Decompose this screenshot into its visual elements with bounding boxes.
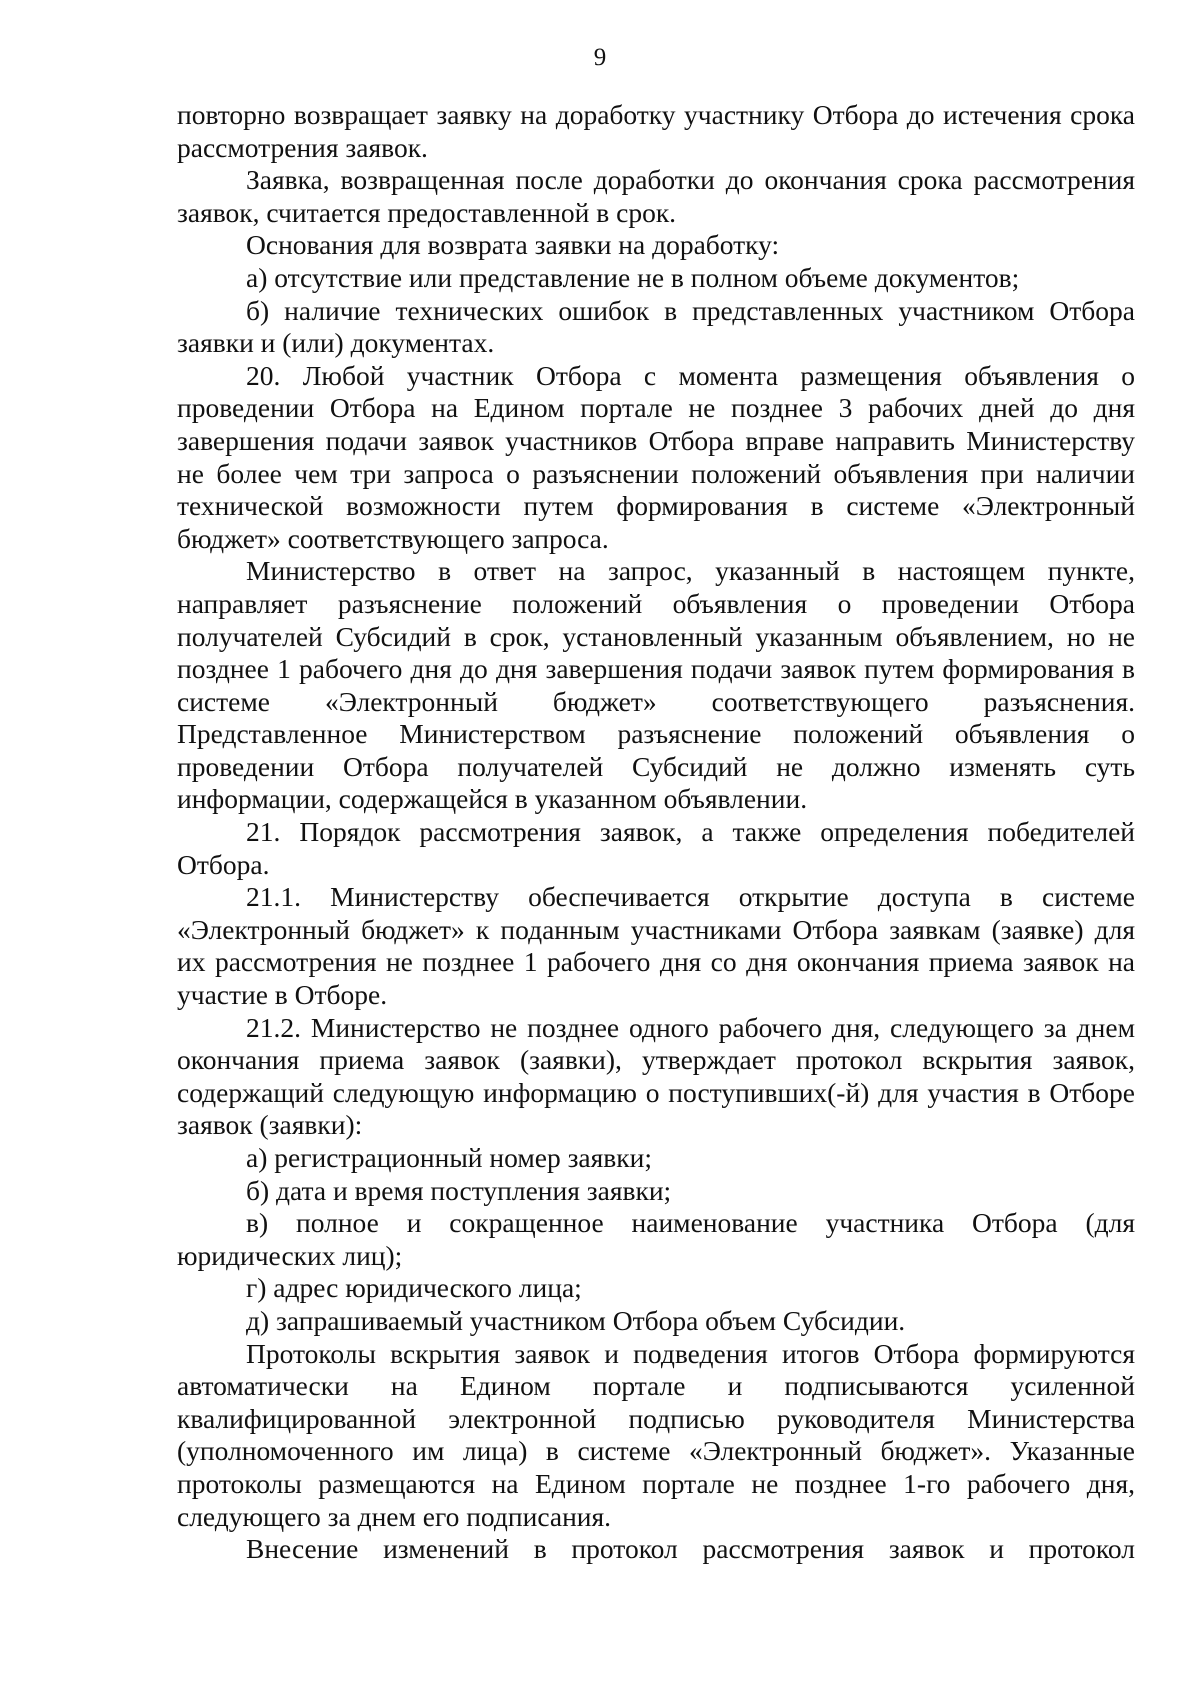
- paragraph-return-continuation: повторно возвращает заявку на доработку участнику Отбора до истечения срока рассмотрения заявок.: [177, 99, 1135, 163]
- page-number: 9: [593, 44, 607, 71]
- list-item-d-subsidy-amount: д) запрашиваемый участником Отбора объем Субсидии.: [246, 1304, 906, 1336]
- list-item-b-receipt-date: б) дата и время поступления заявки;: [246, 1174, 672, 1206]
- list-item-b-technical-errors: б) наличие технических ошибок в представленных участником Отбора заявки и (или) документах.: [177, 294, 1135, 359]
- list-item-a-missing-documents: а) отсутствие или представление не в полном объеме документов;: [246, 261, 1020, 293]
- paragraph-clause-21: 21. Порядок рассмотрения заявок, а также определения победителей Отбора.: [177, 816, 1135, 880]
- document-body: [177, 99, 1135, 1566]
- list-item-g-legal-address: г) адрес юридического лица;: [246, 1272, 582, 1304]
- paragraph-clause-21-2: 21.2. Министерство не позднее одного рабочего дня, следующего за днем окончания приема заявок (заявки), утверждает протокол вскрытия заявок, содержащий следующую информацию о поступивших(-й) для участия в Отборе заявок (заявки):: [177, 1011, 1135, 1141]
- paragraph-return-grounds: Основания для возврата заявки на доработку:: [246, 229, 780, 261]
- paragraph-protocols: Протоколы вскрытия заявок и подведения итогов Отбора формируются автоматически на Едином портале и подписываются усиленной квалифицированной электронной подписью руководителя Министерства (уполномоченного им лица) в системе «Электронный бюджет». Указанные протоколы размещаются на Едином портале не позднее 1-го рабочего дня, следующего за днем его подписания.: [177, 1337, 1135, 1532]
- list-item-v-participant-name: в) полное и сокращенное наименование участника Отбора (для юридических лиц);: [177, 1207, 1135, 1271]
- paragraph-clause-20: 20. Любой участник Отбора с момента размещения объявления о проведении Отбора на Едином портале не позднее 3 рабочих дней до дня завершения подачи заявок участников Отбора вправе направить Министерству не более чем три запроса о разъяснении положений объявления при наличии технической возможности путем формирования в системе «Электронный бюджет» соответствующего запроса.: [177, 359, 1135, 554]
- paragraph-ministry-response: Министерство в ответ на запрос, указанный в настоящем пункте, направляет разъяснение положений объявления о проведении Отбора получателей Субсидий в срок, установленный указанным объявлением, но не позднее 1 рабочего дня до дня завершения подачи заявок путем формирования в системе «Электронный бюджет» соответствующего разъяснения. Представленное Министерством разъяснение положений объявления о проведении Отбора получателей Субсидий не должно изменять суть информации, содержащейся в указанном объявлении.: [177, 555, 1135, 815]
- paragraph-clause-21-1: 21.1. Министерству обеспечивается открытие доступа в системе «Электронный бюджет» к поданным участниками Отбора заявкам (заявке) для их рассмотрения не позднее 1 рабочего дня со дня окончания приема заявок на участие в Отборе.: [177, 881, 1135, 1011]
- list-item-a-registration-number: а) регистрационный номер заявки;: [246, 1142, 652, 1173]
- paragraph-protocol-changes: Внесение изменений в протокол рассмотрения заявок и протокол: [246, 1533, 1135, 1565]
- paragraph-returned-application: Заявка, возвращенная после доработки до окончания срока рассмотрения заявок, считается предоставленной в срок.: [177, 164, 1135, 228]
